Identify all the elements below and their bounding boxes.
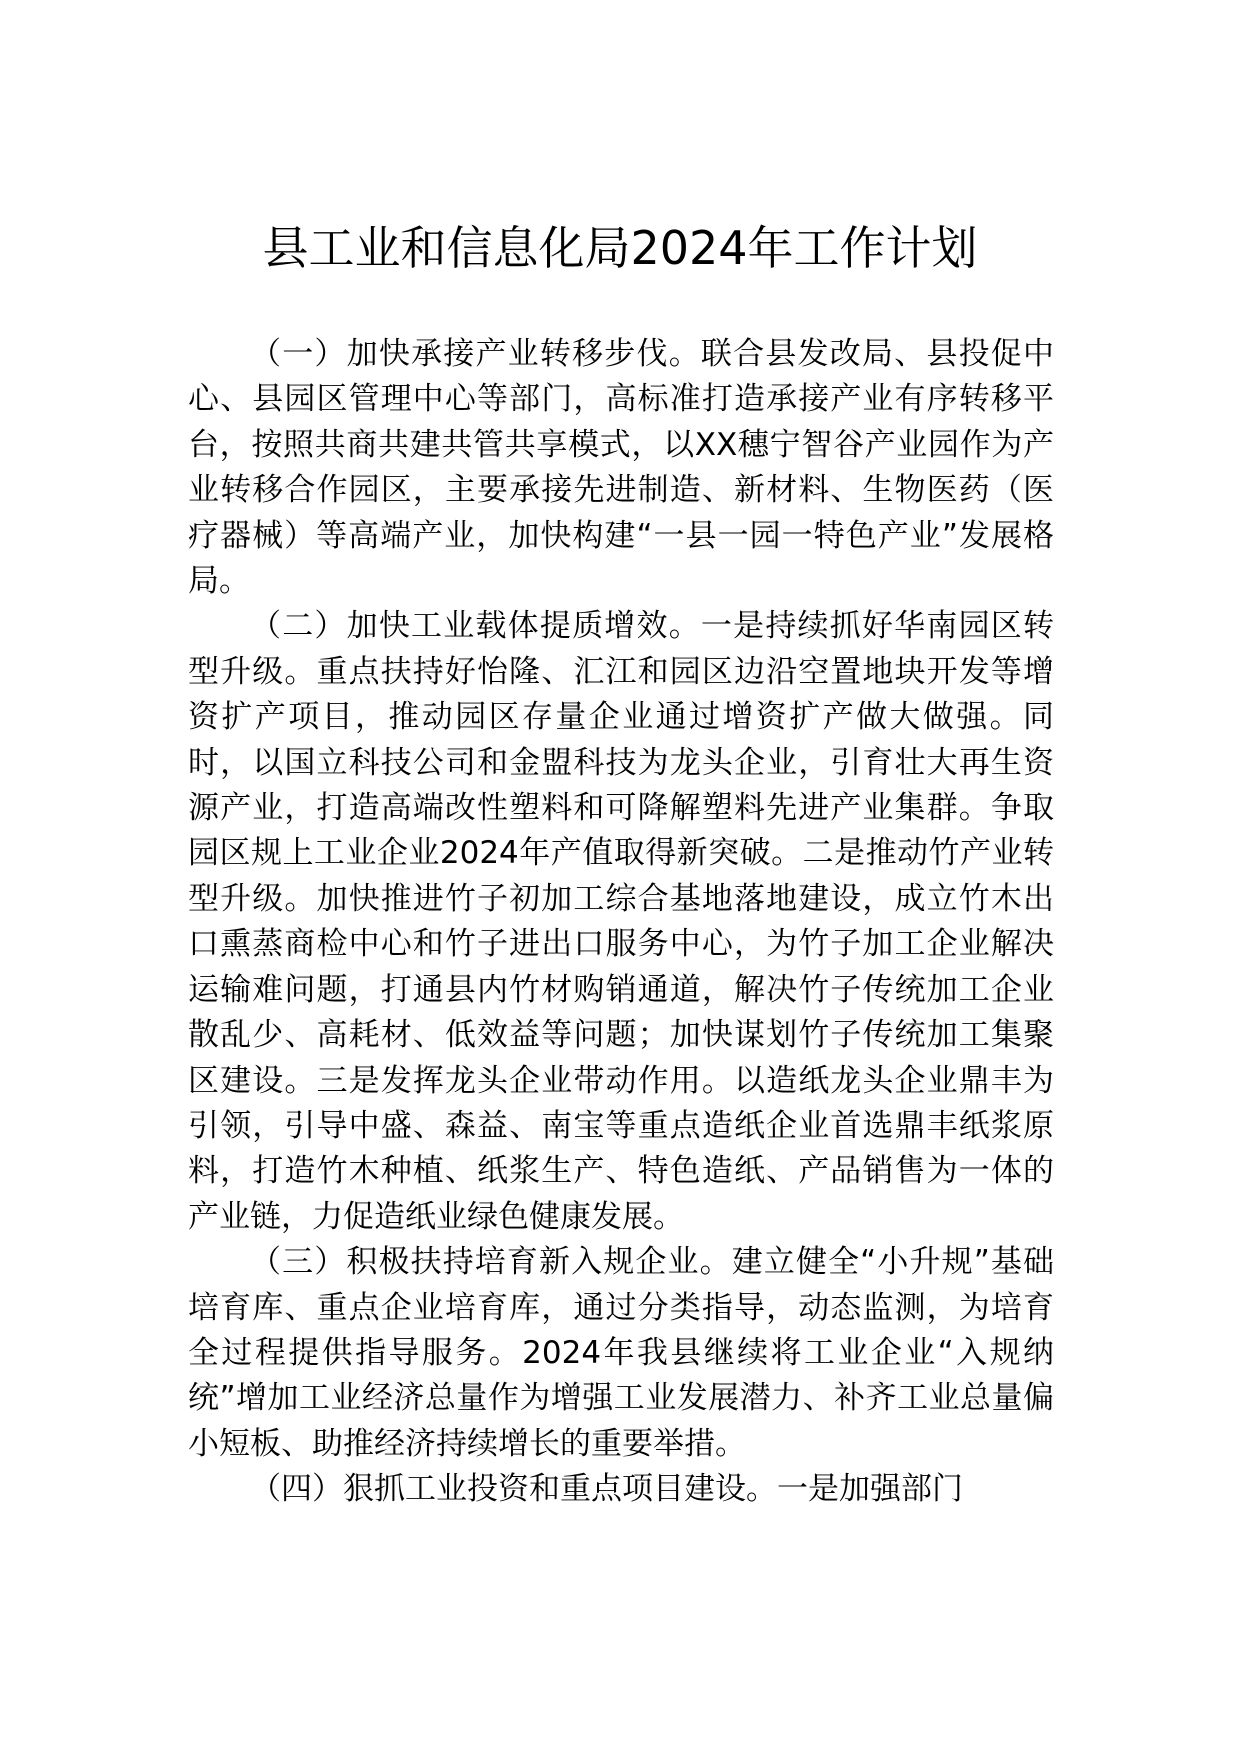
paragraph-1: （一）加快承接产业转移步伐。联合县发改局、县投促中心、县园区管理中心等部门，高标准打造承接产业有序转移平台，按照共商共建共管共享模式，以XX穗宁智谷产业园作为产业转移合作园区，主要承接先进制造、新材料、生物医药（医疗器械）等高端产业，加快构建“一县一园一特色产业”发展格局。: [188, 336, 1054, 600]
paragraph-2: （二）加快工业载体提质增效。一是持续抓好华南园区转型升级。重点扶持好怡隆、汇江和园区边沿空置地块开发等增资扩产项目，推动园区存量企业通过增资扩产做大做强。同时，以国立科技公司和金盟科技为龙头企业，引育壮大再生资源产业，打造高端改性塑料和可降解塑料先进产业集群。争取园区规上工业企业2024年产值取得新突破。二是推动竹产业转型升级。加快推进竹子初加工综合基地落地建设，成立竹木出口熏蒸商检中心和竹子进出口服务中心，为竹子加工企业解决运输难问题，打通县内竹材购销通道，解决竹子传统加工企业散乱少、高耗材、低效益等问题；加快谋划竹子传统加工集聚区建设。三是发挥龙头企业带动作用。以造纸龙头企业鼎丰为引领，引导中盛、森益、南宝等重点造纸企业首选鼎丰纸浆原料，打造竹木种植、纸浆生产、特色造纸、产品销售为一体的产业链，力促造纸业绿色健康发展。: [188, 608, 1054, 1235]
paragraph-4: （四）狠抓工业投资和重点项目建设。一是加强部门: [250, 1471, 963, 1508]
paragraph-3: （三）积极扶持培育新入规企业。建立健全“小升规”基础培育库、重点企业培育库，通过分类指导，动态监测，为培育全过程提供指导服务。2024年我县继续将工业企业“入规纳统”增加工业经济总量作为增强工业发展潜力、补齐工业总量偏小短板、助推经济持续增长的重要举措。: [188, 1244, 1054, 1462]
document-body: [188, 332, 1054, 1513]
document-title: 县工业和信息化局2024年工作计划: [262, 221, 978, 275]
